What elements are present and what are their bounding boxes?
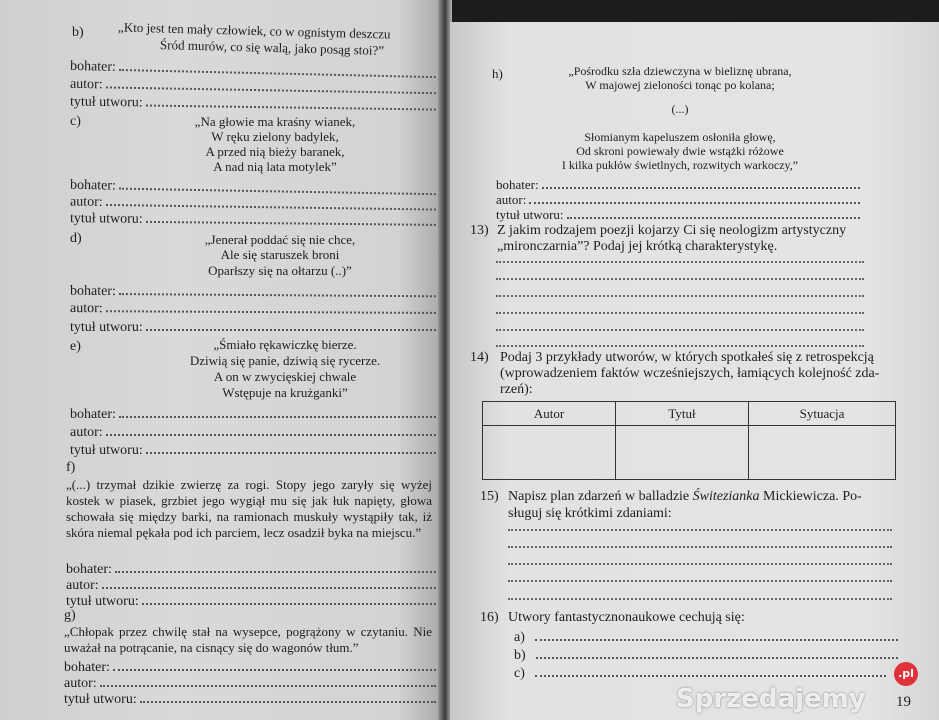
ballad-title: Świtezianka bbox=[692, 489, 760, 504]
answer-line[interactable] bbox=[496, 294, 864, 297]
field-label: autor: bbox=[496, 192, 527, 207]
answer-line[interactable] bbox=[496, 260, 864, 263]
prose-excerpt: „Chłopak przez chwilę stał na wysepce, pogrążony w czytaniu. Nie uważał na potrącanie, na cisnący się do wagonów tłum.” bbox=[64, 624, 432, 655]
question-text: (wprowadzeniem faktów wcześniejszych, łamiących kolejność zda- bbox=[500, 366, 880, 381]
item-label: b) bbox=[72, 25, 84, 40]
retrospection-table bbox=[482, 401, 896, 480]
answer-line[interactable] bbox=[496, 328, 864, 331]
question-text: Z jakim rodzajem poezji kojarzy Ci się neologizm artystyczny bbox=[497, 223, 847, 238]
question-text: „mironczarnia”? Podaj jej krótką charakterystykę. bbox=[497, 239, 778, 254]
field-label: bohater: bbox=[496, 177, 539, 192]
question-number: 13) bbox=[470, 223, 489, 238]
field-label: bohater: bbox=[64, 660, 110, 675]
title-field[interactable] bbox=[70, 92, 436, 115]
question-text: rzeń): bbox=[500, 382, 533, 397]
field-label: tytuł utworu: bbox=[66, 594, 139, 609]
answer-item-b[interactable] bbox=[514, 646, 898, 664]
field-label: autor: bbox=[69, 76, 103, 93]
quote-line: W ręku zielony badylek, bbox=[211, 129, 339, 144]
hero-field[interactable] bbox=[70, 405, 436, 423]
item-label: e) bbox=[70, 339, 81, 354]
answer-line[interactable] bbox=[496, 277, 864, 280]
item-label: g) bbox=[64, 608, 76, 623]
answer-item-a[interactable] bbox=[514, 628, 898, 646]
question-text: sługuj się krótkimi zdaniami: bbox=[508, 506, 672, 521]
quote-line: Od skroni powiewały dwie wstążki różowe bbox=[576, 144, 784, 158]
quote-line: Słomianym kapeluszem osłoniła głowę, bbox=[584, 130, 776, 144]
quote-line: W majowej zieloności tonąc po kolana; bbox=[585, 78, 775, 92]
item-label: b) bbox=[514, 648, 526, 663]
quote-line: Dziwią się panie, dziwią się rycerze. bbox=[189, 353, 381, 368]
quote-line: Ale się staruszek broni bbox=[220, 247, 340, 262]
field-label: autor: bbox=[69, 301, 103, 317]
author-field[interactable] bbox=[70, 423, 436, 441]
field-label: tytuł utworu: bbox=[69, 211, 143, 227]
title-field[interactable] bbox=[70, 441, 436, 459]
column-header-title: Tytuł bbox=[616, 402, 749, 426]
field-label: tytuł utworu: bbox=[69, 94, 143, 111]
title-field[interactable] bbox=[70, 209, 436, 231]
title-field[interactable] bbox=[66, 592, 436, 610]
field-label: tytuł utworu: bbox=[70, 443, 143, 458]
question-text: Utwory fantastycznonaukowe cechują się: bbox=[508, 610, 745, 625]
ellipsis: (...) bbox=[671, 102, 689, 116]
answer-line[interactable] bbox=[508, 545, 892, 548]
field-label: bohater: bbox=[69, 283, 116, 300]
quote-line: „Na głowie ma kraśny wianek, bbox=[194, 114, 356, 129]
field-label: tytuł utworu: bbox=[64, 692, 137, 707]
question-text bbox=[508, 489, 862, 505]
field-label: bohater: bbox=[69, 58, 117, 75]
title-field[interactable] bbox=[64, 690, 436, 708]
item-label: a) bbox=[514, 630, 525, 645]
field-label: bohater: bbox=[70, 407, 116, 422]
right-page bbox=[450, 22, 939, 720]
question-number: 14) bbox=[470, 350, 489, 365]
title-field[interactable] bbox=[70, 318, 436, 336]
question-number: 15) bbox=[480, 489, 499, 504]
answer-line[interactable] bbox=[496, 344, 864, 347]
item-label: h) bbox=[492, 66, 503, 81]
field-label: tytuł utworu: bbox=[496, 207, 564, 222]
item-label: d) bbox=[70, 231, 82, 246]
table-cell[interactable] bbox=[616, 426, 749, 480]
field-label: tytuł utworu: bbox=[70, 320, 143, 335]
prose-excerpt: „(...) trzymał dzikie zwierzę za rogi. Stopy jego zaryły się wyżej kostek w piasek, grzbiet jego wygiął mu się jak łuk napięty, głowa schowała się między barki, na ramionach muskuły wystąpiły tak, iż skóra niemal pękała pod ich parciem, lecz osadził byka na miejscu.” bbox=[66, 477, 432, 540]
quote-line: A nad nią lata motylek” bbox=[213, 159, 337, 174]
text-part: Mickiewicza. Po- bbox=[759, 489, 862, 504]
quote-line: „Jenerał poddać się nie chce, bbox=[204, 232, 356, 247]
watermark-logo: Sprzedajemy bbox=[676, 684, 866, 714]
text-part: Napisz plan zdarzeń w balladzie bbox=[508, 489, 693, 504]
question-number: 16) bbox=[480, 610, 499, 625]
answer-line[interactable] bbox=[508, 597, 892, 600]
field-label: bohater: bbox=[66, 562, 112, 577]
field-label: bohater: bbox=[69, 177, 117, 194]
column-header-situation: Sytuacja bbox=[749, 402, 896, 426]
quote-line: A on w zwycięskiej chwale bbox=[213, 369, 357, 384]
answer-line[interactable] bbox=[508, 528, 892, 531]
table-cell[interactable] bbox=[749, 426, 896, 480]
quote-line: Oparłszy się na ołtarzu (..)” bbox=[208, 263, 352, 278]
answer-line[interactable] bbox=[508, 562, 892, 565]
watermark-badge: .pl bbox=[894, 662, 918, 686]
field-label: autor: bbox=[69, 194, 103, 210]
field-label: autor: bbox=[66, 578, 99, 593]
question-text: Podaj 3 przykłady utworów, w których spotkałeś się z retrospekcją bbox=[500, 350, 874, 365]
quote-line: „Kto jest ten mały człowiek, co w ognistym deszczu bbox=[117, 19, 391, 42]
answer-line[interactable] bbox=[508, 579, 892, 582]
answer-item-c[interactable] bbox=[514, 664, 886, 682]
item-label: c) bbox=[70, 114, 81, 129]
quote-line: „Śmiało rękawiczkę bierze. bbox=[213, 337, 357, 352]
field-label: autor: bbox=[70, 425, 103, 440]
quote-line: Wstępuje na krużganki” bbox=[222, 385, 348, 400]
quote-line: „Pośrodku szła dziewczyna w bieliznę ubrana, bbox=[568, 64, 792, 78]
title-field[interactable] bbox=[496, 206, 860, 223]
column-header-author: Autor bbox=[483, 402, 616, 426]
answer-line[interactable] bbox=[496, 311, 864, 314]
table-cell[interactable] bbox=[483, 426, 616, 480]
quote-line: Śród murów, co się walą, jako posąg stoi?” bbox=[159, 37, 385, 58]
page-number: 19 bbox=[896, 694, 911, 710]
author-field[interactable] bbox=[70, 299, 436, 319]
quote-line: A przed nią bieży baranek, bbox=[205, 144, 345, 159]
field-label: autor: bbox=[64, 676, 97, 691]
left-page bbox=[0, 0, 442, 720]
item-label: f) bbox=[66, 460, 76, 475]
item-label: c) bbox=[514, 666, 525, 681]
quote-line: I kilka pukłów świetlnych, rozwitych warkoczy,” bbox=[561, 158, 799, 172]
